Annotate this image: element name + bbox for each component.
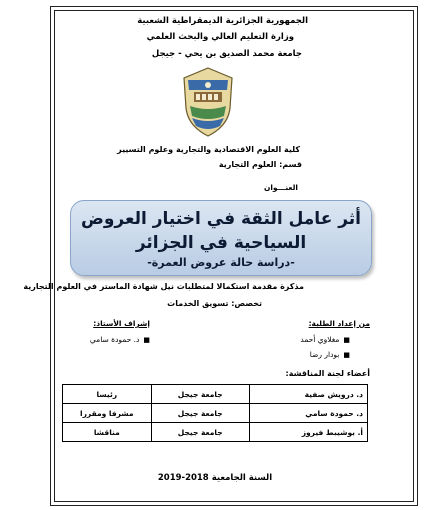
supervisor-name [90,336,150,344]
memo-description: مذكرة مقدمة استكمالا لمتطلبات نيل شهادة الماستر في العلوم التجارية [23,282,304,291]
academic-year: السنة الجامعية 2018-2019 [157,473,273,483]
thesis-title-line-2: السياحية في الجزائر [135,233,307,253]
case-study-subtitle: -دراسة حالة عروض العمرة- [147,256,295,269]
committee-table [62,384,368,442]
thesis-title-box [70,200,372,276]
member-role: مشرفا ومقررا [63,404,152,423]
member-name: د. حمودة سامي [249,404,367,423]
bullet-icon: ■ [143,336,150,344]
student-name [310,351,350,359]
member-name: أ. بوشيبط فيروز [249,423,367,442]
supervisor-name-text: د. حمودة سامي [89,335,140,344]
title-label: العنـــوان [263,183,298,192]
member-role: مناقشا [63,423,152,442]
thesis-title-line-1: أثر عامل الثقة في اختيار العروض [80,209,362,229]
faculty-name: كلية العلوم الاقتصادية والتجارية وعلوم التسيير [117,145,300,154]
table-row [63,404,368,423]
student-name-text: بودار رضا [309,350,340,359]
bullet-icon: ■ [343,336,350,344]
ministry-name: وزارة التعليم العالي والبحث العلمي [146,32,294,42]
student-name [300,336,350,344]
member-university: جامعة جيجل [151,404,249,423]
student-name-text: مغلاوي أحمد [300,335,340,344]
committee-label: أعضاء لجنة المناقشة: [285,369,370,378]
republic-name: الجمهورية الجزائرية الديمقراطية الشعبية [137,16,308,26]
member-name: د. درويش صفية [249,385,367,404]
supervision-label: إشراف الأستاذ: [93,319,150,328]
prepared-by-label: من إعداد الطلبة: [308,319,370,328]
bullet-icon: ■ [343,351,350,359]
member-university: جامعة جيجل [151,385,249,404]
member-role: رئيسا [63,385,152,404]
table-row [63,423,368,442]
university-name: جامعة محمد الصديق بن يحي - جيجل [151,49,302,59]
member-university: جامعة جيجل [151,423,249,442]
department-name: قسم: العلوم التجارية [218,160,302,169]
specialization: تخصص: تسويق الخدمات [167,299,262,308]
table-row [63,385,368,404]
university-emblem-icon [180,66,236,138]
